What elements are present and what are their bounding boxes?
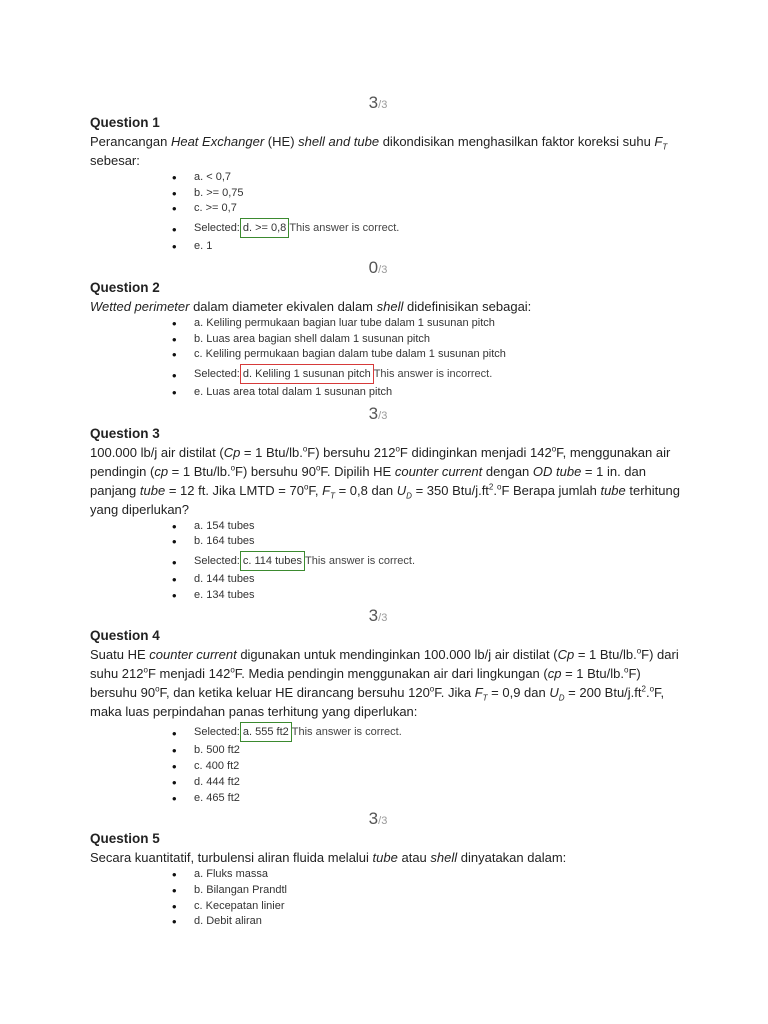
question-block [90,605,690,808]
question-text-fragment: o [230,666,235,676]
answer-option[interactable] [90,385,690,401]
question-text-fragment: 2 [488,482,494,492]
answer-option[interactable] [90,551,690,571]
question-text-fragment: Wetted perimeter [90,298,190,314]
question-text-fragment: o [302,444,308,454]
question-text-fragment: o [429,685,435,695]
option-label: d. 144 tubes [194,573,255,586]
answer-option[interactable] [90,332,690,348]
option-label: a. < 0,7 [194,171,232,183]
answer-option[interactable] [90,170,690,186]
option-label: c. Kecepatan linier [194,899,285,912]
question-score [90,92,666,114]
question-text-fragment: o [303,482,309,492]
answer-options [90,722,690,808]
answer-option[interactable] [90,899,690,915]
question-text: Secara kuantitatif, turbulensi aliran fluida melalui tube atau shell dinyatakan dalam: [90,850,567,866]
question-score [90,808,666,830]
question-block [90,403,690,606]
question-text-fragment: $F_T$ [474,685,488,704]
selected-prefix: Selected: [194,555,240,568]
answer-option[interactable] [90,239,690,255]
question-text-fragment: cp [547,666,562,682]
question-text-fragment: o [551,444,557,454]
question-text-fragment: o [230,463,236,473]
score-max: /3 [378,263,388,276]
answer-option[interactable] [90,218,690,238]
option-label: e. 134 tubes [194,588,255,601]
answer-option[interactable] [90,775,690,791]
question-text-fragment: $U_D$ [549,685,565,704]
question-text-fragment: D [558,694,565,704]
answer-option[interactable] [90,759,690,775]
answer-feedback: This answer is correct. [289,222,400,235]
question-block [90,92,690,257]
question-block [90,808,690,932]
question-text-fragment: counter current [394,463,483,479]
question-title: Question 5 [90,831,160,847]
answer-feedback: This answer is correct. [291,726,402,739]
question-title: Question 2 [90,279,160,295]
question-text: Perancangan Heat Exchanger (HE) shell and tube dikondisikan menghasilkan faktor koreksi suhu $F_T$ sebesar: [90,134,668,168]
answer-option[interactable] [90,914,690,930]
question-title: Question 4 [90,628,160,644]
answer-option[interactable] [90,201,690,217]
question-text-fragment: o [649,685,655,695]
answer-option[interactable] [90,347,690,363]
question-text-fragment: tube [600,482,626,498]
question-text: 100.000 lb/j air distilat (Cp = 1 Btu/lb.$^o$F) bersuhu 212$^o$F didinginkan menjadi 142$^o$F, menggunakan air pendingin (cp = 1 Btu/lb.$^o$F) bersuhu 90$^o$F. Dipilih HE counter current dengan OD tube = 1 in. dan panjang tube = 12 ft. Jika LMTD = $70^oF$, $F_T = 0,8$ dan $U_D = 350$ Btu/$j.ft^2.^oF$ Berapa jumlah tube terhitung yang diperlukan? [90,444,680,517]
score-value: 3 [368,606,379,626]
question-text: Suatu HE counter current digunakan untuk mendinginkan 100.000 lb/j air distilat (Cp = 1 Btu/lb.$^o$F) dari suhu 212$^o$F menjadi 142$^o$F. Media pendingin menggunakan air dari lingkungan (cp = 1 Btu/lb.$^o$F) bersuhu 90$^o$F, dan ketika keluar HE dirancang bersuhu 120$^o$F. Jika $F_T = 0,9$ dan $U_D = 200$ Btu/$j.ft^2.^oF$, maka luas perpindahan panas terhitung yang diperlukan: [90,647,679,720]
option-label: d. Debit aliran [194,915,262,928]
option-label: a. Fluks massa [194,868,268,881]
question-title: Question 1 [90,115,160,130]
question-text-fragment: o [395,444,400,454]
question-text-fragment: 2 [641,685,646,695]
question-text-fragment: Heat Exchanger [170,134,265,149]
question-score [90,403,666,425]
option-label: b. >= 0,75 [194,186,244,199]
question-text-fragment: T [662,142,668,152]
question-title: Question 3 [90,425,160,441]
question-text-fragment: o [143,666,148,676]
question-text-fragment: o [315,463,321,473]
question-text-fragment: counter current [149,647,237,663]
option-label: b. Bilangan Prandtl [194,883,287,896]
question-score [90,605,666,627]
score-max: /3 [378,99,388,111]
score-max: /3 [378,612,388,625]
question-text-fragment: shell [376,298,404,314]
question-text-fragment: $F_T$ [322,482,335,501]
answer-option[interactable] [90,316,690,332]
question-text-fragment: OD tube [532,463,582,479]
score-value: 3 [368,809,379,829]
option-label: b. 500 ft2 [194,744,240,757]
question-text-fragment: shell [430,850,458,866]
question-text-fragment: o [636,647,642,657]
answer-feedback: This answer is incorrect. [373,367,493,380]
option-label: d. 444 ft2 [194,775,240,788]
question-text-fragment: Cp [557,647,575,663]
score-max: /3 [378,815,388,828]
answer-option[interactable] [90,883,690,899]
selected-prefix: Selected: [194,726,240,739]
question-text-fragment: cp [154,463,169,479]
question-text-fragment: o [623,666,629,676]
option-label: c. 400 ft2 [194,760,240,773]
answer-option[interactable] [90,364,690,384]
selected-prefix: Selected: [194,367,240,380]
question-text-fragment: o [155,685,160,695]
question-block [90,257,690,403]
option-label: c. Keliling permukaan bagian dalam tube dalam 1 susunan pitch [194,348,506,361]
question-text-fragment: tube [372,850,398,866]
question-text-fragment: tube [139,482,166,498]
answer-option[interactable] [90,534,690,550]
question-text-fragment: shell and tube [298,134,380,149]
answer-option[interactable] [90,186,690,202]
option-label: a. 154 tubes [194,519,255,532]
score-value: 0 [368,257,379,277]
answer-feedback: This answer is correct. [305,555,416,568]
option-label: b. Luas area bagian shell dalam 1 susunan pitch [194,332,431,345]
question-text-fragment: T [482,694,488,704]
answer-option[interactable] [90,519,690,535]
score-value: 3 [368,93,379,112]
answer-options [90,316,690,403]
quiz-review [90,92,690,932]
answer-options [90,867,690,932]
answer-options [90,170,690,257]
question-text: Wetted perimeter dalam diameter ekivalen dalam shell didefinisikan sebagai: [90,298,532,314]
option-label: e. 1 [194,240,213,253]
question-text-fragment: $F_T$ [654,134,668,152]
score-max: /3 [378,409,388,422]
answer-options [90,519,690,606]
answer-option[interactable] [90,791,690,807]
option-label: e. 465 ft2 [194,791,240,804]
option-label: a. Keliling permukaan bagian luar tube dalam 1 susunan pitch [194,316,495,329]
selected-answer-correct[interactable]: c. 114 tubes [240,551,305,571]
question-score [90,257,666,279]
selected-answer-correct[interactable]: a. 555 ft2 [240,722,292,742]
answer-option[interactable] [90,588,690,604]
option-label: e. Luas area total dalam 1 susunan pitch [194,385,393,398]
selected-prefix: Selected: [194,222,240,235]
answer-option[interactable] [90,867,690,883]
score-value: 3 [368,403,379,423]
answer-option[interactable] [90,572,690,588]
selected-answer-incorrect[interactable]: d. Keliling 1 susunan pitch [240,364,374,384]
option-label: c. >= 0,7 [194,202,237,215]
question-text-fragment: o [497,482,502,492]
answer-option[interactable] [90,722,690,742]
question-text-fragment: T [330,491,335,501]
question-text-fragment: D [406,491,412,501]
question-text-fragment: $U_D$ [396,482,412,501]
option-label: b. 164 tubes [194,535,255,548]
answer-option[interactable] [90,743,690,759]
selected-answer-correct[interactable]: d. >= 0,8 [240,218,289,238]
question-text-fragment: Cp [223,444,241,460]
